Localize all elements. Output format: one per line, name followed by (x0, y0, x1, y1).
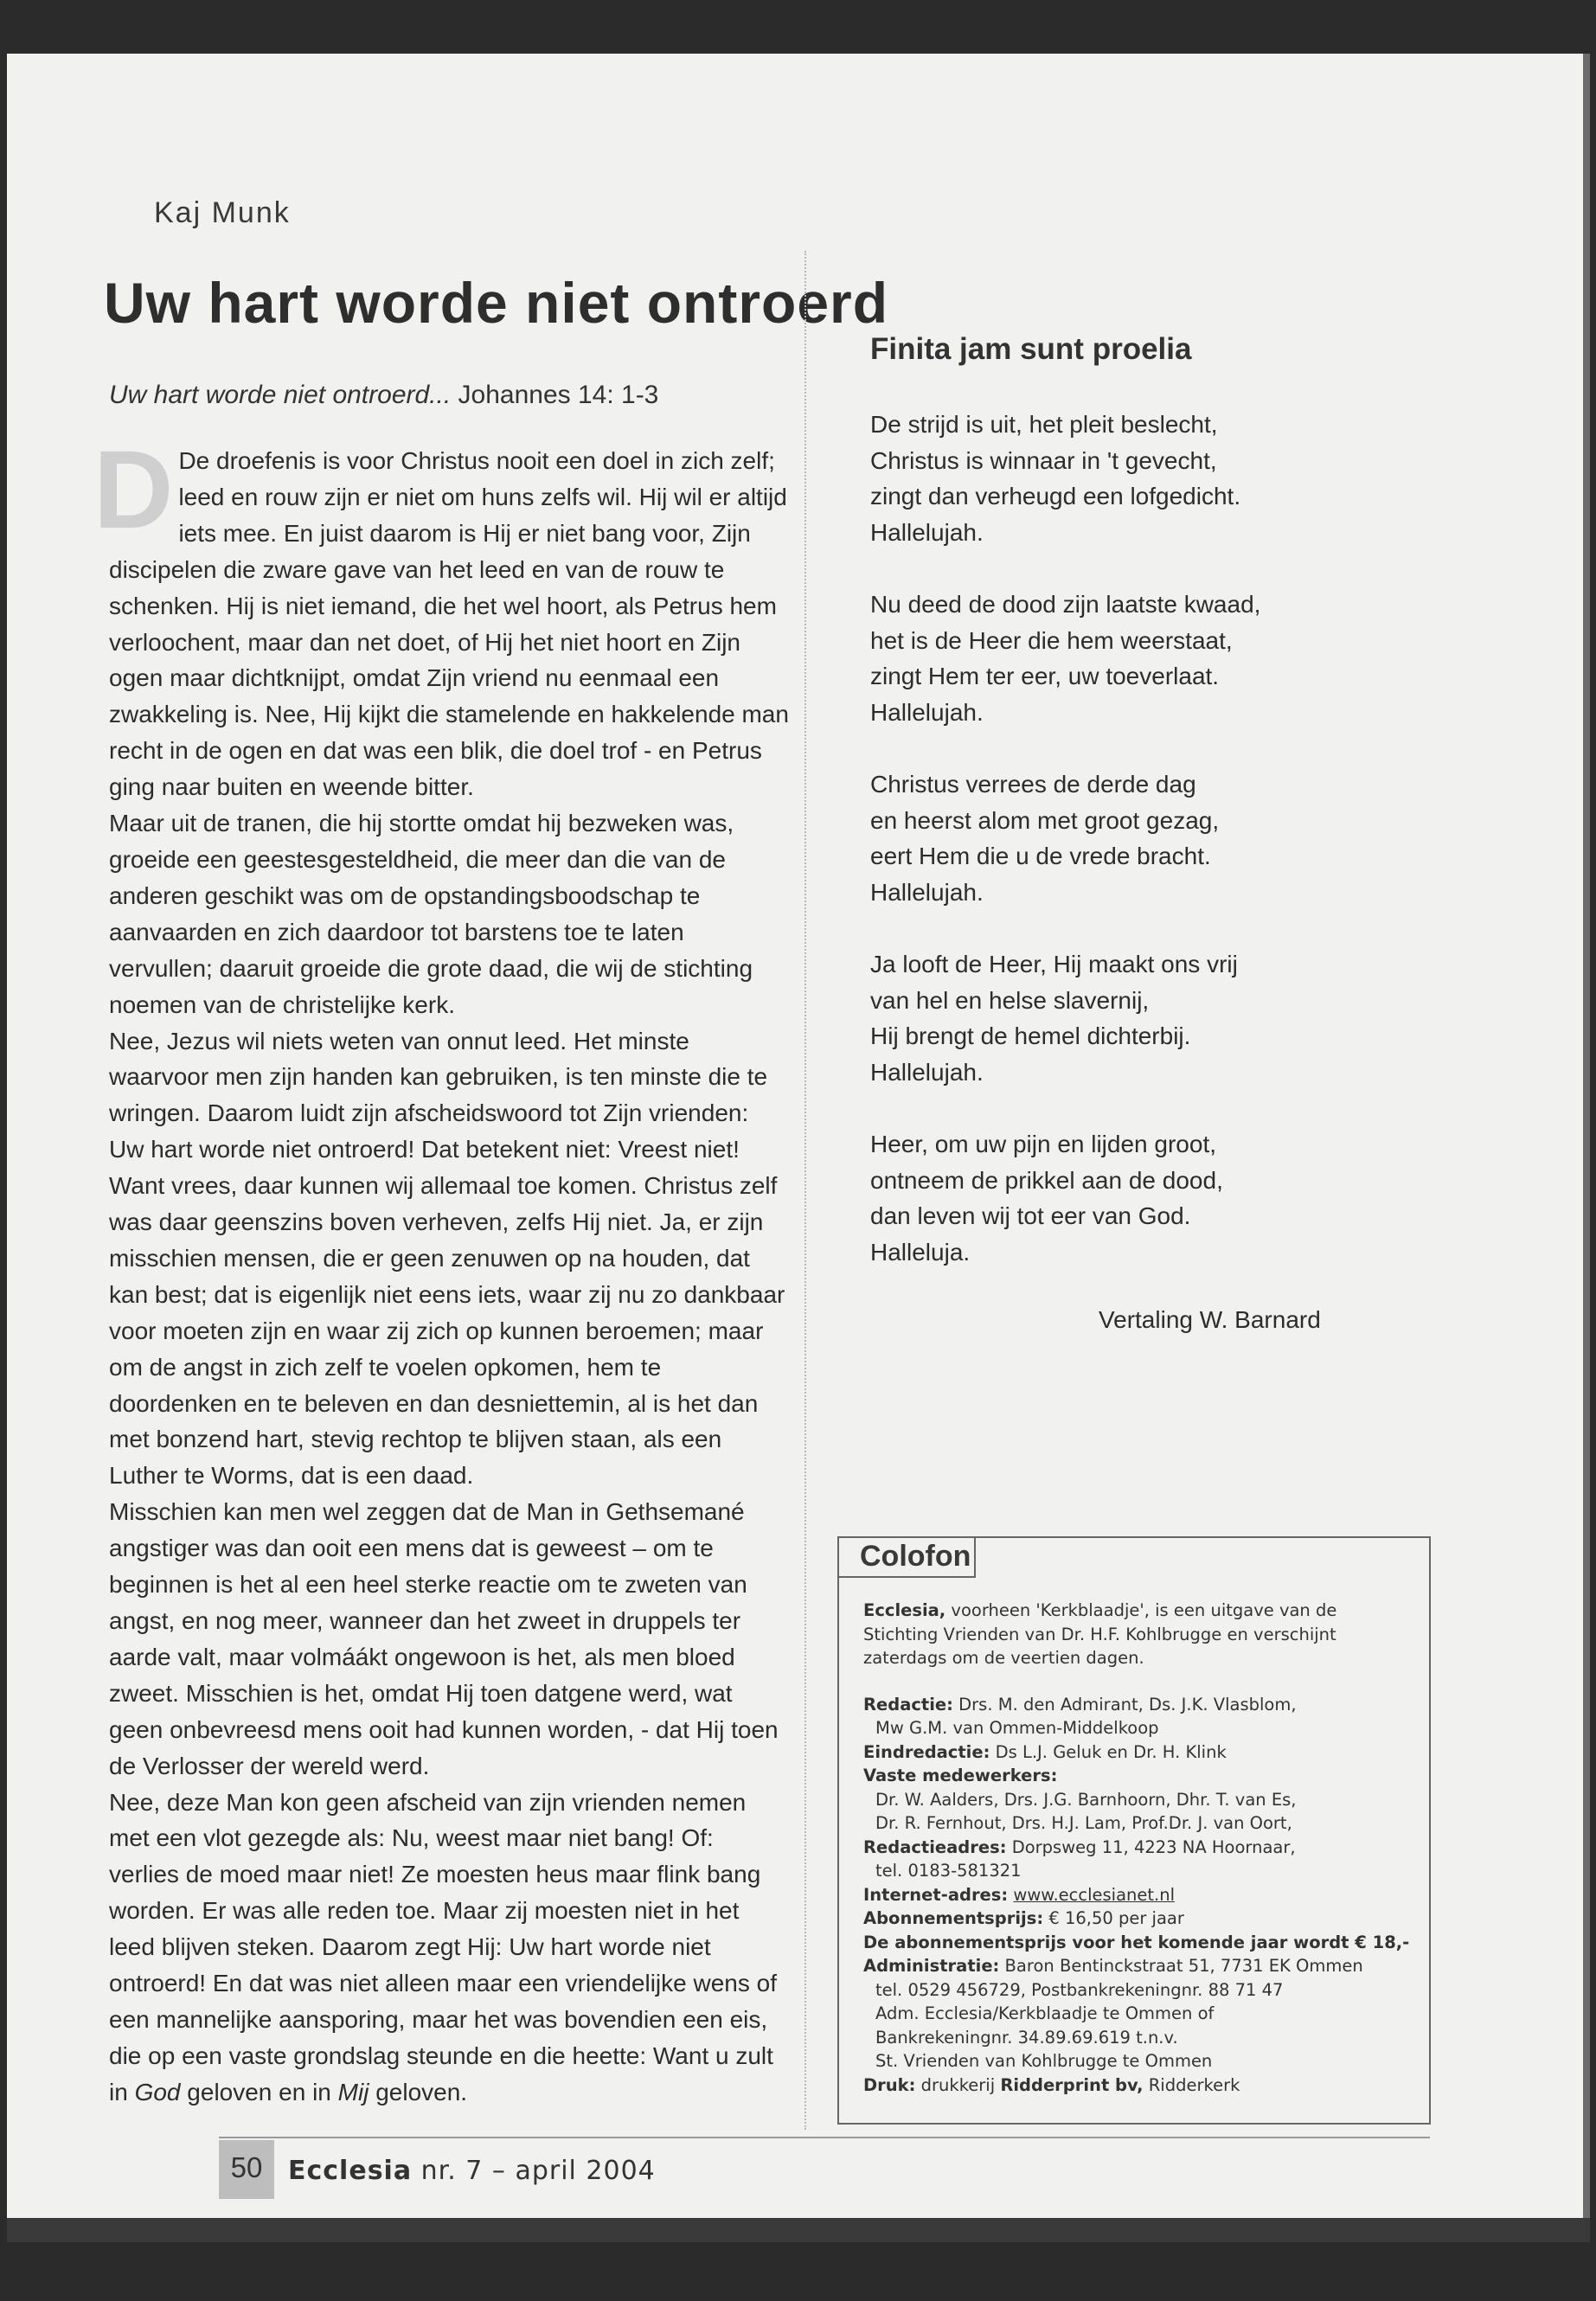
internet-adres: Internet-adres: www.ecclesianet.nl (863, 1884, 1176, 1905)
poem-line: Christus verrees de derde dag (870, 771, 1196, 798)
article-paragraph: Nee, Jezus wil niets weten van onnut leed. Het minste waarvoor men zijn handen kan gebruiken, is ten minste die te wringen. Daarom luidt zijn afscheidswoord tot Zijn vrienden: Uw hart worde niet ontroerd! Dat betekent niet: Vreest niet! Want vrees, daar kunnen wij allemaal toe komen. Christus zelf was daar geenszins boven verheven, zelfs Hij niet. Ja, er zijn misschien mensen, die er geen zenuwen op na houden, dat kan best; dat is eigenlijk niet eens iets, waar zij nu zo dankbaar voor moeten zijn en waar zij zich op kunnen beroemen; maar om de angst in zich zelf te voelen opkomen, hem te doordenken en te beleven en dan desniettemin, al is het dan met bonzend hart, stevig rechtop te blijven staan, als een Luther te Worms, dat is een daad. (109, 1027, 785, 1490)
poem-stanza (870, 946, 1355, 1090)
redactie: Redactie: Drs. M. den Admirant, Ds. J.K. Vlasblom, (863, 1694, 1297, 1715)
page-spine-edge (1583, 54, 1590, 2242)
colofon-body: Ecclesia, voorheen 'Kerkblaadje', is een uitgave van de Stichting Vrienden van Dr. H.F. Kohlbrugge en verschijnt zaterdags om de veertien dagen. Redactie: Drs. M. den Admirant, Ds. J.K. Vlasblom, Mw G.M. van Ommen-Middelkoop Eindredactie: Ds L.J. Geluk en Dr. H. Klink Vaste medewerkers: Dr. W. Aalders, Drs. J.G. Barnhoorn, Dhr. T. van Es, Dr. R. Fernhout, Drs. H.J. Lam, Prof.Dr. J. van Oort, Redactieadres: Dorpsweg 11, 4223 NA Hoornaar, tel. 0183-581321 Internet-adres: www.ecclesianet.nl Abonnementsprijs: € 16,50 per jaar De abonnementsprijs voor het komende jaar wordt € 18,- Administratie: Baron Bentinckstraat 51, 7731 EK Ommen tel. 0529 456729, Postbankrekeningnr. 88 71 47 Adm. Ecclesia/Kerkblaadje te Ommen of Bankrekeningnr. 34.89.69.619 t.n.v. St. Vrienden van Kohlbrugge te Ommen Druk: drukkerij Ridderprint bv, Ridderkerk (863, 1599, 1417, 2097)
poem-line: Hallelujah. (870, 878, 984, 906)
administratie: Administratie: Baron Bentinckstraat 51, 7731 EK Ommen (863, 1956, 1363, 1976)
poem-line: zingt dan verheugd een lofgedicht. (870, 483, 1241, 510)
article-paragraph: Misschien kan men wel zeggen dat de Man in Gethsemané angstiger was dan ooit een mens dat is geweest – om te beginnen is het al een heel sterke reactie om te zweten van angst, en nog meer, wanneer dan het zweet in druppels ter aarde valt, maar volmáákt ongewoon is het, als men bloed zweet. Misschien is het, omdat Hij toen datgene werd, wat geen onbevreesd mens ooit had kunnen worden, - dat Hij toen de Verlosser der wereld werd. (109, 1498, 779, 1779)
poem (870, 407, 1355, 1306)
subtitle-quote: Uw hart worde niet ontroerd... (109, 381, 452, 409)
article-body (93, 428, 789, 2111)
colofon-heading: Colofon (837, 1536, 976, 1578)
article-subtitle (109, 381, 658, 410)
druk: Druk: drukkerij Ridderprint bv, Ridderkerk (863, 2074, 1240, 2095)
magazine-page (7, 54, 1590, 2242)
page-number: 50 (219, 2140, 274, 2199)
issue-info: nr. 7 – april 2004 (412, 2156, 656, 2186)
magazine-name: Ecclesia (288, 2156, 413, 2186)
article-paragraph: Maar uit de tranen, die hij stortte omdat hij bezweken was, groeide een geestesgesteldheid, die meer dan die van de anderen geschikt was om de opstandingsboodschap te aanvaarden en zich daardoor tot barstens toe te laten vervullen; daaruit groeide die grote daad, die wij de stichting noemen van de christelijke kerk. (109, 810, 753, 1018)
poem-line: Hallelujah. (870, 698, 984, 726)
poem-line: het is de Heer die hem weerstaat, (870, 626, 1233, 654)
poem-stanza (870, 1126, 1355, 1270)
colofon-intro: Ecclesia, voorheen 'Kerkblaadje', is een uitgave van de Stichting Vrienden van Dr. H.F. Kohlbrugge en verschijnt zaterdags om de veertien dagen. (863, 1600, 1337, 1668)
poem-line: Hallelujah. (870, 518, 984, 546)
poem-line: Hallelujah. (870, 1058, 984, 1086)
komende-jaar-prijs: De abonnementsprijs voor het komende jaar wordt € 18,- (863, 1932, 1410, 1952)
poem-line: Heer, om uw pijn en lijden groot, (870, 1131, 1216, 1157)
redactieadres: Redactieadres: Dorpsweg 11, 4223 NA Hoornaar, (863, 1836, 1296, 1857)
article-title: Uw hart worde niet ontroerd (104, 271, 889, 335)
scan-bottom-band (7, 2218, 1590, 2242)
poem-line: dan leven wij tot eer van God. (870, 1202, 1191, 1229)
subtitle-reference: Johannes 14: 1-3 (451, 381, 659, 409)
poem-line: Nu deed de dood zijn laatste kwaad, (870, 591, 1261, 618)
eindredactie: Eindredactie: Ds L.J. Geluk en Dr. H. Klink (863, 1741, 1227, 1762)
website-link[interactable]: www.ecclesianet.nl (1013, 1884, 1176, 1905)
poem-line: van hel en helse slavernij, (870, 986, 1150, 1014)
article-author: Kaj Munk (154, 196, 291, 229)
column-divider (804, 251, 806, 2130)
abonnementsprijs: Abonnementsprijs: € 16,50 per jaar (863, 1908, 1184, 1928)
poem-stanza (870, 407, 1355, 550)
article-paragraph-final: Nee, deze Man kon geen afscheid van zijn vrienden nemen met een vlot gezegde als: Nu, weest maar niet bang! Of: verlies de moed maar niet! Ze moesten heus maar flink bang worden. Er was alle reden toe. Maar zij moesten niet in het leed blijven steken. Daarom zegt Hij: Uw hart worde niet ontroerd! En dat was niet alleen maar een vriendelijke wens of een mannelijke aansporing, maar het was bovendien een eis, die op een vaste grondslag steunde en die heette: Want u zult in God geloven en in Mij geloven. (109, 1788, 777, 2106)
poem-line: ontneem de prikkel aan de dood, (870, 1166, 1223, 1194)
poem-line: eert Hem die u de vrede bracht. (870, 843, 1211, 869)
poem-stanza (870, 586, 1355, 730)
poem-stanza (870, 766, 1355, 910)
drop-cap: D (93, 428, 174, 552)
footer-issue (288, 2156, 656, 2186)
article-paragraph: De droefenis is voor Christus nooit een doel in zich zelf; leed en rouw zijn er niet om huns zelfs wil. Hij wil er altijd iets mee. En juist daarom is Hij er niet bang voor, Zijn discipelen die zware gave van het leed en van de rouw te schenken. Hij is niet iemand, die het wel hoort, als Petrus hem verloochent, maar dan net doet, of Hij het niet hoort en Zijn ogen maar dichtknijpt, omdat Zijn vriend nu eenmaal een zwakkeling is. Nee, Hij kijkt die stamelende en hakkelende man recht in de ogen en dat was een blik, die doel trof - en Petrus ging naar buiten en weende bitter. (109, 447, 789, 801)
footer-rule (219, 2137, 1430, 2138)
poem-translator: Vertaling W. Barnard (1099, 1306, 1321, 1333)
poem-title: Finita jam sunt proelia (870, 332, 1192, 366)
poem-line: Christus is winnaar in 't gevecht, (870, 446, 1217, 474)
poem-line: Halleluja. (870, 1238, 971, 1266)
poem-line: zingt Hem ter eer, uw toeverlaat. (870, 663, 1220, 689)
poem-line: Ja looft de Heer, Hij maakt ons vrij (870, 951, 1238, 977)
colofon-box (837, 1536, 1431, 2125)
vaste-medewerkers: Vaste medewerkers: (863, 1766, 1058, 1785)
poem-line: De strijd is uit, het pleit beslecht, (870, 411, 1218, 438)
poem-line: Hij brengt de hemel dichterbij. (870, 1022, 1191, 1049)
poem-line: en heerst alom met groot gezag, (870, 806, 1220, 834)
